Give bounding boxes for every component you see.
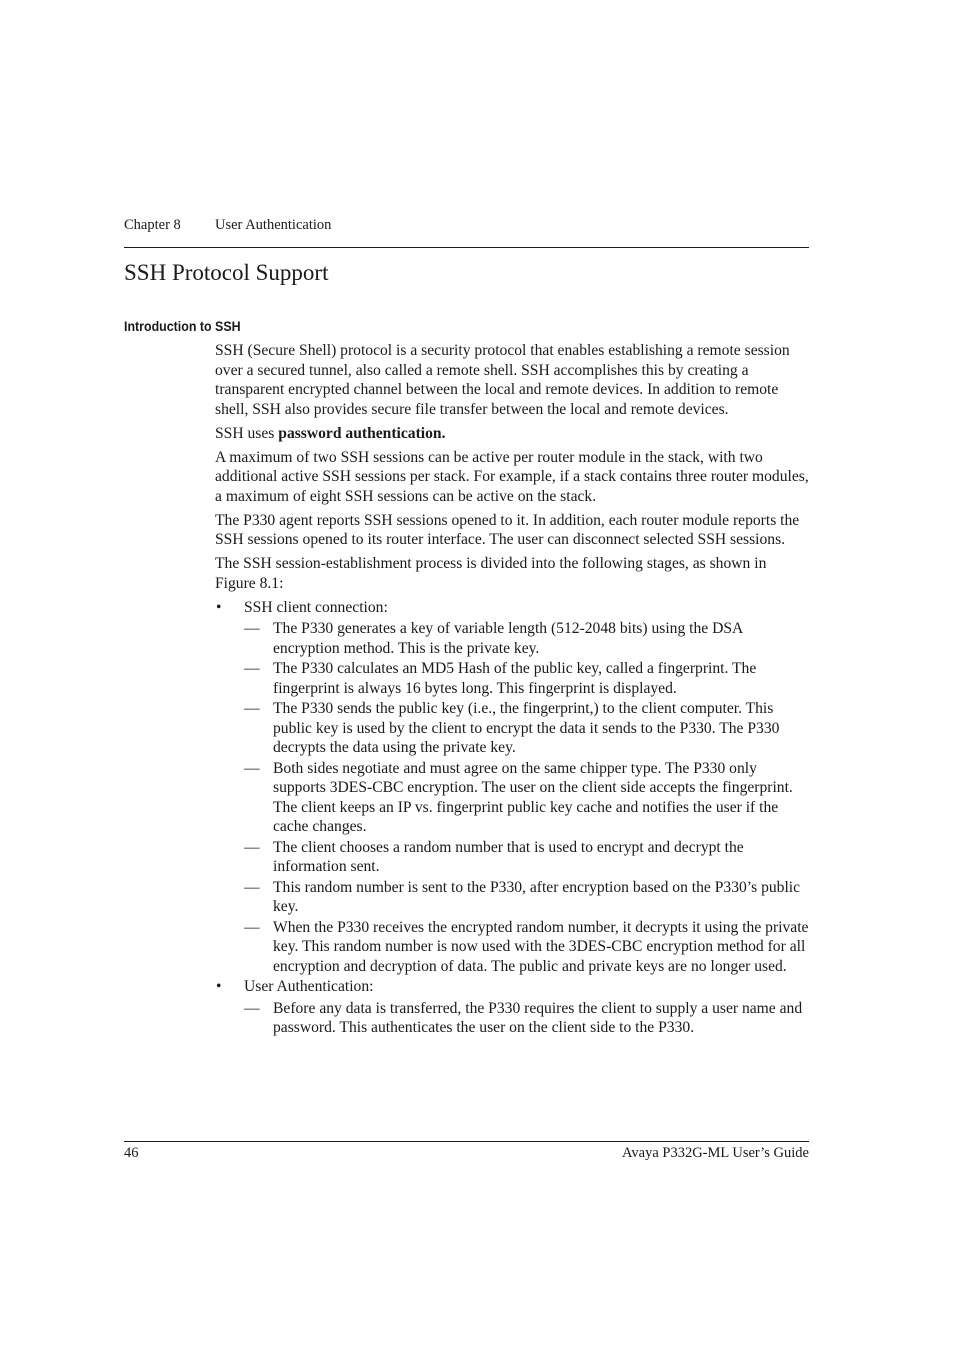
bullet-mark: • <box>216 598 222 616</box>
paragraph-auth <box>215 424 809 444</box>
dash-text: The P330 generates a key of variable length (512-2048 bits) using the DSA encryption method. This is the private key. <box>273 620 743 657</box>
paragraph-stages: The SSH session-establishment process is divided into the following stages, as shown in Figure 8.1: <box>215 555 767 592</box>
bullet-mark: • <box>216 978 222 995</box>
list-item <box>215 659 809 698</box>
dash-text: The P330 calculates an MD5 Hash of the public key, called a fingerprint. The fingerprint is always 16 bytes long. This fingerprint is displayed. <box>273 660 757 697</box>
auth-prefix: SSH uses <box>215 424 279 442</box>
list-item <box>215 878 809 917</box>
section-subheading: Introduction to SSH <box>124 319 241 334</box>
bullet-label: SSH client connection: <box>244 598 388 616</box>
dash-text: When the P330 receives the encrypted random number, it decrypts it using the private key. This random number is now used with the 3DES-CBC encryption method for all encryption and decryption of data. The public and private keys are no longer used. <box>273 918 809 975</box>
list-item <box>215 598 809 618</box>
dash-text: Both sides negotiate and must agree on the same chipper type. The P330 only supports 3DES-CBC encryption. The user on the client side accepts the fingerprint. The client keeps an IP vs. fingerprint public key cache and notifies the user if the cache changes. <box>273 759 793 835</box>
dash-mark: — <box>244 918 260 936</box>
dash-mark: — <box>244 700 260 717</box>
bullet-label: User Authentication: <box>244 978 374 995</box>
dash-text: Before any data is transferred, the P330 requires the client to supply a user name and password. This authenticates the user on the client side to the P330. <box>273 999 803 1036</box>
paragraph-sessions: A maximum of two SSH sessions can be active per router module in the stack, with two additional active SSH sessions per stack. For example, if a stack contains three router modules, a maximum of eight SSH sessions can be active on the stack. <box>215 448 809 505</box>
dash-text: The client chooses a random number that is used to encrypt and decrypt the information sent. <box>273 838 744 875</box>
running-header <box>124 216 809 234</box>
dash-mark: — <box>244 620 260 637</box>
dash-text: The P330 sends the public key (i.e., the fingerprint,) to the client computer. This public key is used by the client to encrypt the data it sends to the P330. The P330 decrypts the data using the private key. <box>273 700 780 756</box>
body-text <box>215 341 809 1039</box>
list-item <box>215 838 809 877</box>
list-item <box>215 918 809 977</box>
chapter-title: User Authentication <box>215 217 332 233</box>
page-number: 46 <box>124 1145 139 1161</box>
list-item <box>215 999 809 1038</box>
dash-mark: — <box>244 999 260 1017</box>
page-title: SSH Protocol Support <box>124 260 329 285</box>
dash-mark: — <box>244 660 260 677</box>
dash-mark: — <box>244 838 260 856</box>
list-item <box>215 699 809 758</box>
auth-method: password authentication. <box>278 424 446 442</box>
list-item <box>215 759 809 837</box>
header-rule <box>124 247 809 248</box>
paragraph-reports: The P330 agent reports SSH sessions opened to it. In addition, each router module reports the SSH sessions opened to its router interface. The user can disconnect selected SSH sessions. <box>215 511 800 548</box>
paragraph-intro: SSH (Secure Shell) protocol is a security protocol that enables establishing a remote session over a secured tunnel, also called a remote shell. SSH accomplishes this by creating a transparent encrypted channel between the local and remote devices. In addition to remote shell, SSH also provides secure file transfer between the local and remote devices. <box>215 342 790 418</box>
guide-title: Avaya P332G-ML User’s Guide <box>622 1145 809 1161</box>
dash-mark: — <box>244 878 260 896</box>
list-item <box>215 619 809 658</box>
dash-text: This random number is sent to the P330, after encryption based on the P330’s public key. <box>273 878 801 915</box>
running-footer <box>124 1144 809 1162</box>
list-item <box>215 977 809 997</box>
footer-rule <box>124 1141 809 1142</box>
chapter-number: Chapter 8 <box>124 217 181 233</box>
dash-mark: — <box>244 759 260 777</box>
